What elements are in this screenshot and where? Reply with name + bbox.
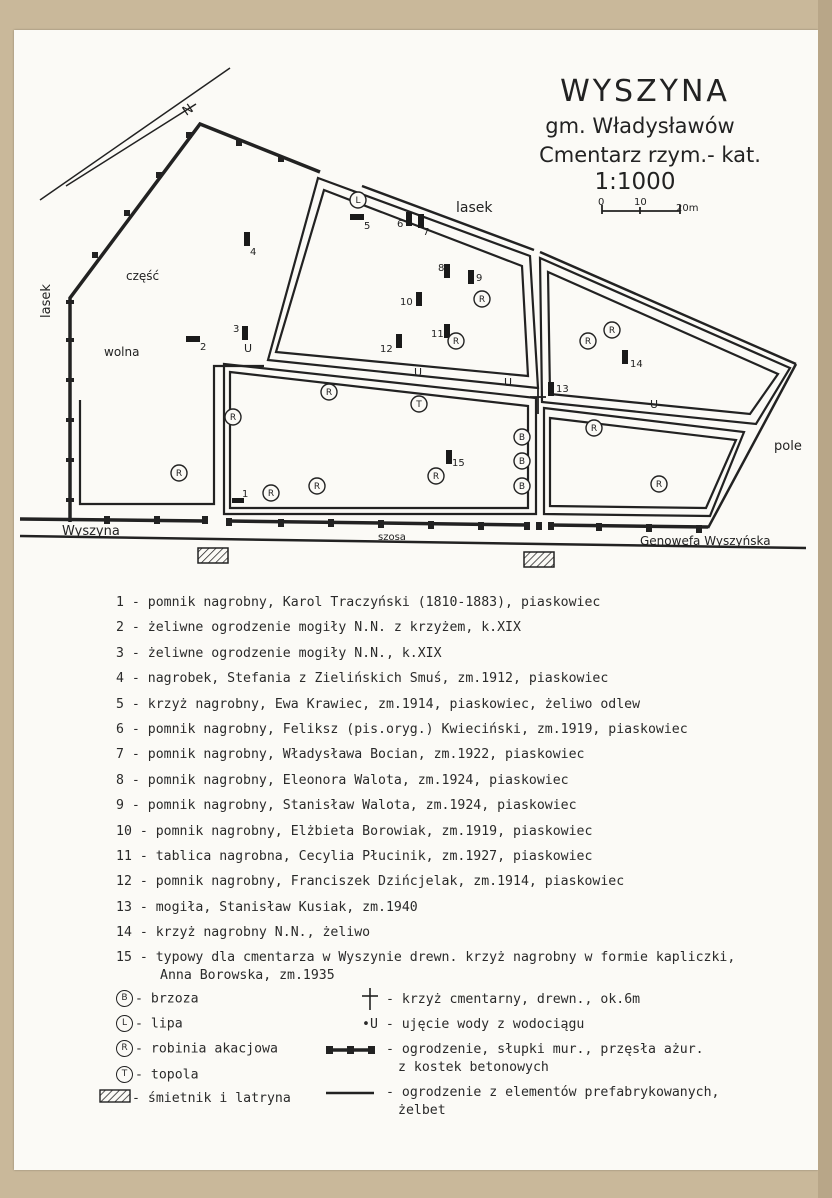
tree-robinia: R [267,489,275,499]
grave-label-9: 9 [476,273,483,284]
tree-robinia: R [313,482,321,492]
grave-label-4: 4 [250,247,257,258]
label-lasek-left: lasek [39,284,54,318]
water-point: U [414,366,423,379]
legend-item-9: 9 - pomnik nagrobny, Stanisław Walota, zm.1924, piaskowiec [116,798,577,814]
legend-item-10: 10 - pomnik nagrobny, Elżbieta Borowiak, zm.1919, piaskowiec [116,823,593,839]
scale-tick-10: 10 [634,197,647,208]
tree-robinia: R [175,469,183,479]
label-neighbor: Genowefa Wyszyńska [640,534,771,548]
key-robinia: R - robinia akacjowa [116,1040,278,1057]
legend-item-11: 11 - tablica nagrobna, Cecylia Płucinik, zm.1927, piaskowiec [116,848,593,864]
tree-robinia: R [478,295,486,305]
tree-robinia: R [655,480,663,490]
tree-robinia: R [590,424,598,434]
legend-item-13: 13 - mogiła, Stanisław Kusiak, zm.1940 [116,899,418,915]
grave-label-6: 6 [397,219,404,230]
litter-bin-left [198,548,228,563]
label-lasek-top: lasek [456,200,493,216]
label-wolna: wolna [104,345,140,359]
tree-topola: T [416,400,422,410]
brzoza-icon: B [116,990,133,1007]
robinia-icon: R [116,1040,133,1057]
key-ogrodzenie-pref-cont: żelbet [398,1103,446,1118]
legend-item-3: 3 - żeliwne ogrodzenie mogiły N.N., k.XIX [116,645,442,661]
tree-robinia: R [229,413,237,423]
legend-item-5: 5 - krzyż nagrobny, Ewa Krawiec, zm.1914, piaskowiec, żeliwo odlew [116,696,641,712]
tree-robinia: R [452,337,460,347]
legend-item-14: 14 - krzyż nagrobny N.N., żeliwo [116,925,371,941]
scale-tick-0: 0 [598,197,605,208]
tree-brzoza: B [518,457,526,467]
inner-sections [80,178,790,516]
legend-item-4: 4 - nagrobek, Stefania z Zielińskich Smuś, zm.1912, piaskowiec [116,671,609,687]
tree-robinia: R [325,388,333,398]
legend-item-7: 7 - pomnik nagrobny, Władysława Bocian, zm.1922, piaskowiec [116,747,585,763]
grave-label-10: 10 [400,297,413,308]
prefab-fence [20,186,806,548]
grave-label-11: 11 [431,329,444,340]
water-point: U [650,398,659,411]
legend-item-6: 6 - pomnik nagrobny, Feliksz (pis.oryg.) Kwieciński, zm.1919, piaskowiec [116,721,688,737]
legend-item-2: 2 - żeliwne ogrodzenie mogiły N.N. z krzyżem, k.XIX [116,620,521,636]
key-ogrodzenie-mur: - ogrodzenie, słupki mur., przęsła ażur. [386,1042,704,1057]
label-pole: pole [774,439,802,454]
tree-robinia: R [432,472,440,482]
map-subtitle: Cmentarz rzym.- kat. [539,143,761,167]
topola-icon: T [116,1066,133,1083]
north-label: N [179,101,197,120]
grave-label-14: 14 [630,359,643,370]
key-ogrodzenie-pref: - ogrodzenie z elementów prefabrykowanych, [386,1085,720,1100]
tree-lipa: L [355,196,361,206]
north-arrow [40,68,230,200]
key-krzyz: - krzyż cmentarny, drewn., ok.6m [386,992,641,1007]
tree-robinia: R [608,326,616,336]
key-lipa: L - lipa [116,1015,183,1032]
legend-item-15: 15 - typowy dla cmentarza w Wyszynie drewn. krzyż nagrobny w formie kapliczki, Anna Borowska, zm.1935 [116,950,736,984]
key-ogrodzenie-mur-cont: z kostek betonowych [398,1060,549,1075]
label-czesc: część [126,269,160,283]
map-scale: 1:1000 [594,169,676,195]
legend-item-12: 12 - pomnik nagrobny, Franciszek Dzińcjelak, zm.1914, piaskowiec [116,874,625,890]
key-ujecie: •U - ujęcie wody z wodociągu [362,1017,585,1032]
grave-label-3: 3 [233,324,240,335]
lipa-icon: L [116,1015,133,1032]
grave-label-15: 15 [452,458,465,469]
scale-tick-20: 20m [676,203,699,214]
key-smietnik: - śmietnik i latryna [132,1091,291,1106]
water-points [244,342,658,411]
tree-brzoza: B [518,482,526,492]
legend-list [116,593,806,992]
tree-robinia: R [584,337,592,347]
grave-numbers [200,219,643,500]
grave-label-8: 8 [438,263,445,274]
grave-label-7: 7 [423,227,430,238]
legend-item-8: 8 - pomnik nagrobny, Eleonora Walota, zm.1924, piaskowiec [116,772,569,788]
grave-label-12: 12 [380,344,393,355]
key-brzoza: B - brzoza [116,990,199,1007]
water-point: U [504,376,513,389]
litter-bin-right [524,552,554,567]
grave-label-5: 5 [364,221,371,232]
water-point: U [244,342,253,355]
water-icon: U [369,1017,378,1032]
grave-label-2: 2 [200,342,207,353]
label-szosa: szosa [378,532,406,543]
grave-label-13: 13 [556,384,569,395]
legend-item-1: 1 - pomnik nagrobny, Karol Traczyński (1810-1883), piaskowiec [116,595,601,610]
map-title: WYSZYNA [560,74,730,109]
grave-label-1: 1 [242,489,249,500]
label-wyszyna: Wyszyna [62,524,120,539]
key-topola: T - topola [116,1066,199,1083]
tree-brzoza: B [518,433,526,443]
map-commune: gm. Władysławów [545,114,735,138]
